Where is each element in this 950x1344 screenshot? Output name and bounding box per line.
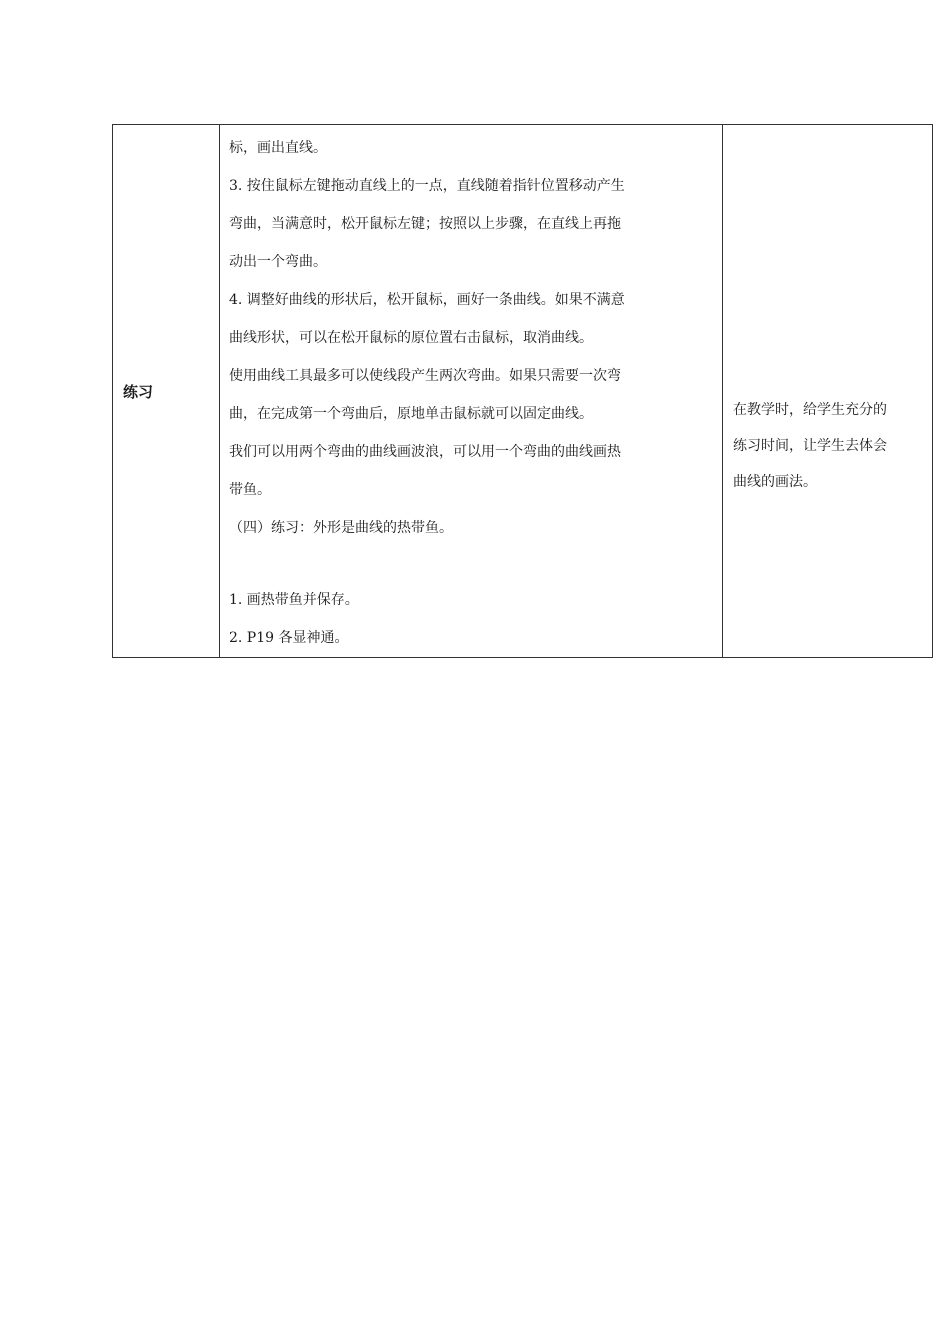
content-line: 使用曲线工具最多可以使线段产生两次弯曲。如果只需要一次弯 xyxy=(229,368,621,384)
content-line: 4. 调整好曲线的形状后，松开鼠标，画好一条曲线。如果不满意 xyxy=(229,292,625,308)
content-line: 2. P19 各显神通。 xyxy=(229,630,349,646)
note-line: 在教学时，给学生充分的 xyxy=(733,402,887,418)
content-line: 曲，在完成第一个弯曲后，原地单击鼠标就可以固定曲线。 xyxy=(229,406,593,422)
content-cell xyxy=(220,125,723,658)
teaching-note-cell xyxy=(723,125,933,658)
content-line: 带鱼。 xyxy=(229,482,271,498)
table-row xyxy=(113,125,933,658)
content-line: （四）练习：外形是曲线的热带鱼。 xyxy=(229,520,453,536)
blank-line xyxy=(229,547,714,581)
note-line: 练习时间，让学生去体会 xyxy=(733,438,887,454)
note-line: 曲线的画法。 xyxy=(733,474,817,490)
content-line: 我们可以用两个弯曲的曲线画波浪，可以用一个弯曲的曲线画热 xyxy=(229,444,621,460)
content-line: 3. 按住鼠标左键拖动直线上的一点，直线随着指针位置移动产生 xyxy=(229,178,625,194)
content-line: 动出一个弯曲。 xyxy=(229,254,327,270)
content-line: 弯曲，当满意时，松开鼠标左键；按照以上步骤，在直线上再拖 xyxy=(229,216,621,232)
content-line: 曲线形状，可以在松开鼠标的原位置右击鼠标，取消曲线。 xyxy=(229,330,593,346)
content-line: 标，画出直线。 xyxy=(229,140,327,156)
lesson-plan-table xyxy=(112,124,933,658)
content-line: 1. 画热带鱼并保存。 xyxy=(229,592,359,608)
stage-label: 练习 xyxy=(113,125,220,658)
teaching-note xyxy=(733,282,924,500)
